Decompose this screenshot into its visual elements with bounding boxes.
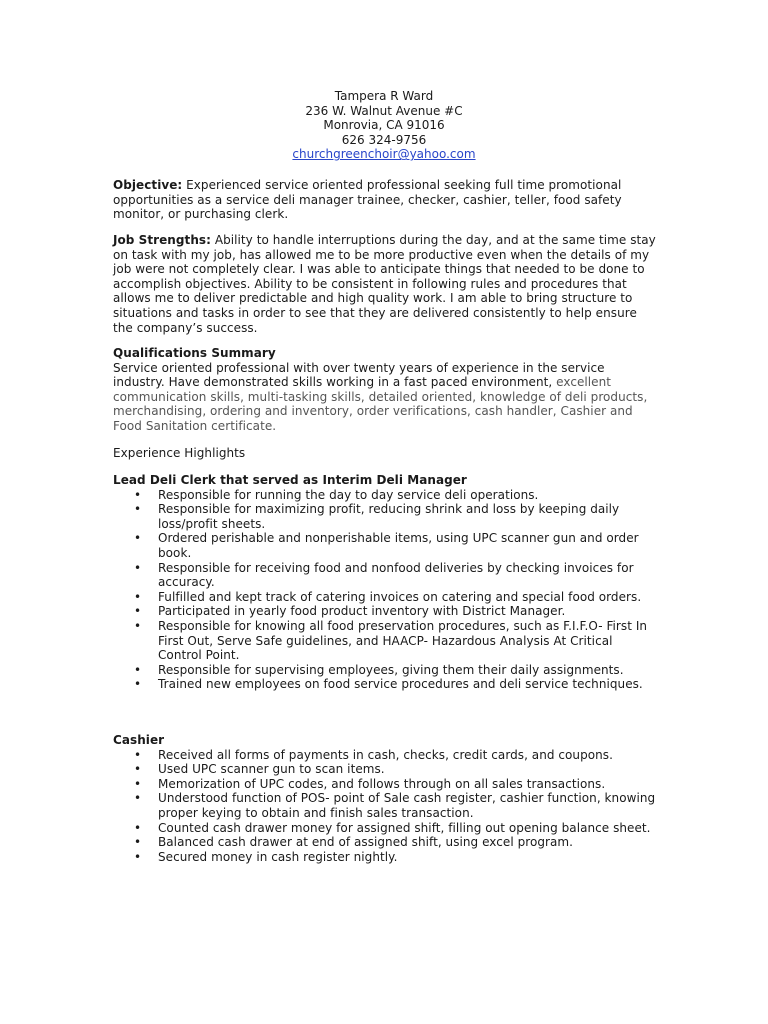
list-item: • Used UPC scanner gun to scan items. [113, 762, 658, 777]
contact-header [0, 89, 768, 162]
list-item: • Counted cash drawer money for assigned shift, filling out opening balance sheet. [113, 821, 658, 836]
objective-text: Experienced service oriented professional seeking full time promotional opportunities as a service deli manager trainee, checker, cashier, teller, food safety monitor, or purchasing clerk. [113, 178, 622, 222]
list-item: • Participated in yearly food product inventory with District Manager. [113, 604, 658, 619]
qualifications-title: Qualifications Summary [113, 346, 276, 360]
contact-street: 236 W. Walnut Avenue #C [305, 103, 463, 118]
list-item: • Responsible for maximizing profit, reducing shrink and loss by keeping daily loss/profit sheets. [113, 502, 658, 531]
list-item: • Responsible for running the day to day service deli operations. [113, 488, 658, 503]
list-item: • Understood function of POS- point of Sale cash register, cashier function, knowing proper keying to obtain and finish sales transaction. [113, 791, 658, 820]
qualifications-section [113, 346, 658, 434]
list-item: • Fulfilled and kept track of catering invoices on catering and special food orders. [113, 590, 658, 605]
contact-email-link[interactable]: churchgreenchoir@yahoo.com [292, 147, 476, 162]
strengths-text: Ability to handle interruptions during the day, and at the same time stay on task with my job, has allowed me to be more productive even when the details of my job were not completely clear. I was able to anticipate things that needed to be done to accomplish objectives. Ability to be consistent in following rules and procedures that allows me to deliver predictable and high quality work. I am able to bring structure to situations and tasks in order to see that they are delivered consistently to help ensure the company’s success. [113, 233, 656, 335]
list-item: • Trained new employees on food service procedures and deli service techniques. [113, 677, 658, 692]
objective-label: Objective: [113, 178, 183, 192]
list-item: • Responsible for receiving food and nonfood deliveries by checking invoices for accuracy. [113, 561, 658, 590]
contact-name: Tampera R Ward [334, 89, 434, 103]
contact-city: Monrovia, CA 91016 [323, 118, 445, 133]
deli-role-title: Lead Deli Clerk that served as Interim Deli Manager [113, 473, 467, 487]
qualifications-text-muted: excellent communication skills, multi-tasking skills, detailed oriented, knowledge of deli products, merchandising, ordering and inventory, order verifications, cash handler, Cashier and Food Sanitation certificate. [113, 375, 648, 433]
list-item: • Responsible for supervising employees, giving them their daily assignments. [113, 663, 658, 678]
contact-phone: 626 324-9756 [341, 132, 427, 147]
cashier-duties-list [113, 748, 658, 865]
deli-duties-list [113, 488, 658, 692]
cashier-role-section [113, 733, 658, 864]
objective-section [113, 178, 658, 222]
list-item: • Balanced cash drawer at end of assigned shift, using excel program. [113, 835, 658, 850]
deli-role-section [113, 473, 658, 692]
strengths-label: Job Strengths: [113, 233, 211, 247]
list-item: • Ordered perishable and nonperishable items, using UPC scanner gun and order book. [113, 531, 658, 560]
cashier-role-title: Cashier [113, 733, 165, 747]
experience-title: Experience Highlights [113, 446, 246, 460]
list-item: • Secured money in cash register nightly. [113, 850, 658, 865]
list-item: • Memorization of UPC codes, and follows through on all sales transactions. [113, 777, 658, 792]
strengths-section [113, 233, 658, 335]
list-item: • Received all forms of payments in cash, checks, credit cards, and coupons. [113, 748, 658, 763]
list-item: • Responsible for knowing all food preservation procedures, such as F.I.F.O- First In First Out, Serve Safe guidelines, and HAACP- Hazardous Analysis At Critical Control Point. [113, 619, 658, 663]
qualifications-text: Service oriented professional with over twenty years of experience in the service industry. Have demonstrated skills working in a fast paced environment, [113, 360, 605, 390]
